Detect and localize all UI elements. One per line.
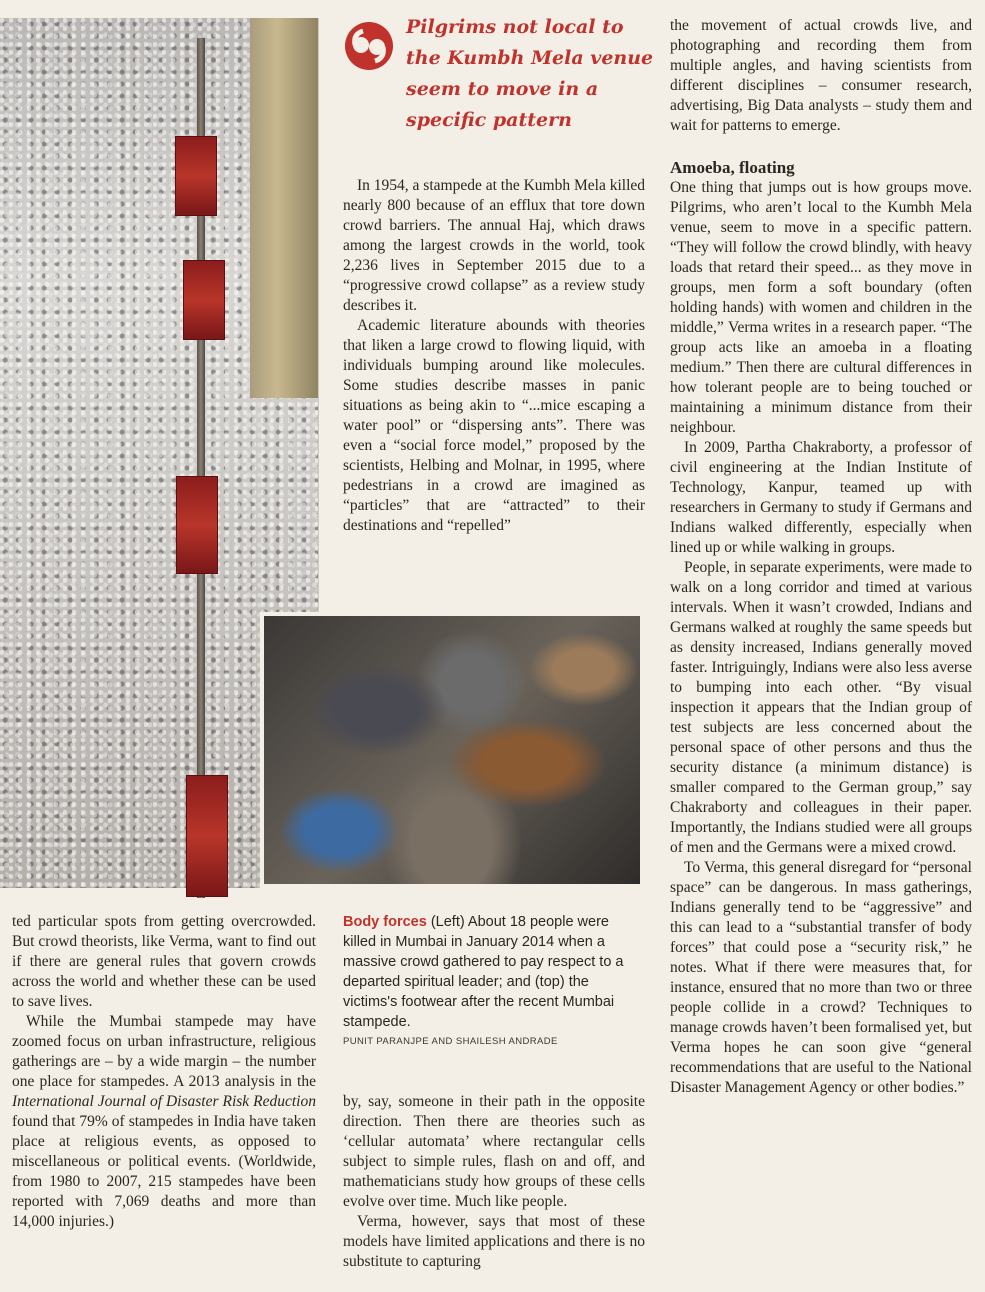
paragraph: In 1954, a stampede at the Kumbh Mela killed nearly 800 because of an efflux that tore down crowd barriers. The annual Haj, which draws among the largest crowds in the world, took 2,236 lives in September 2015 due to a “progressive crowd collapse” as a review study describes it. [343, 177, 645, 314]
paragraph: Academic literature abounds with theories that liken a large crowd to flowing liquid, with individuals bumping around like molecules. Some studies describe masses in panic situations as being akin to “...mice escaping a water pool” or “dispersing ants”. There was even a “social force model,” proposed by the scientists, Helbing and Molnar, in 1995, where pedestrians in a crowd are imagined as “particles” that are “attracted” to their destinations and “repelled” [343, 317, 645, 534]
article-column-middle-bottom [343, 1092, 645, 1272]
section-heading: Amoeba, floating [670, 158, 795, 177]
text-run: found that 79% of stampedes in India have taken place at religious events, as opposed to miscellaneous or political events. (Worldwide, from 1980 to 2007, 215 stampedes have been reported with 7,069 deaths and more than 14,000 injuries.) [12, 1113, 316, 1230]
paragraph: Verma, however, says that most of these models have limited applications and there is no substitute to capturing [343, 1213, 645, 1270]
paragraph: ted particular spots from getting overcrowded. But crowd theorists, like Verma, want to find out if there are general rules that govern crowds across the world and whether these can be used to save lives. [12, 913, 316, 1010]
article-column-right [670, 16, 972, 1098]
paragraph: One thing that jumps out is how groups move. Pilgrims, who aren’t local to the Kumbh Mela venue, seem to move in a specific pattern. “They will follow the crowd blindly, with heavy loads that retard their speed... as they move in groups, men form a soft boundary (often holding hands) with women and children in the middle,” Verma writes in a research paper. “The group acts like an amoeba in a floating medium.” Then there are cultural differences in how tolerant people are to being touched or maintaining a minimum distance from their neighbour. [670, 179, 972, 436]
banner [176, 476, 218, 574]
banner [175, 136, 217, 216]
paragraph: the movement of actual crowds live, and photographing and recording them from multiple angles, and having scientists from different disciplines – consumer research, advertising, Big Data analysts – study them and wait for patterns to emerge. [670, 17, 972, 134]
quote-icon [343, 20, 395, 72]
paragraph: People, in separate experiments, were made to walk on a long corridor and timed at various intervals. When it wasn’t crowded, Indians and Germans walked at roughly the same speeds but as density increased, Indians generally moved faster. Intriguingly, Indians were also less averse to bumping into each other. “By visual inspection it appears that the Indian group of test subjects are less concerned about the personal space of other persons and thus the security distance (a minimum distance) is smaller compared to the German group,” say Chakraborty and colleagues in their paper. Importantly, the Indians studied were all groups of men and the Germans were a mixed crowd. [670, 559, 972, 856]
paragraph [12, 1012, 316, 1232]
article-column-left-bottom [12, 912, 316, 1232]
pull-quote: Pilgrims not local to the Kumbh Mela venue seem to move in a specific pattern [406, 16, 654, 131]
journal-title: International Journal of Disaster Risk Reduction [12, 1093, 316, 1110]
photo-credit: PUNIT PARANJPE AND SHAILESH ANDRADE [343, 1036, 558, 1047]
caption-title: Body forces [343, 914, 427, 930]
paragraph: by, say, someone in their path in the opposite direction. Then there are theories such as ‘cellular automata’ where rectangular cells subject to simple rules, flash on and off, and mathematicians study how groups of these cells evolve over time. Much like people. [343, 1093, 645, 1210]
footwear-photo [260, 612, 644, 888]
banner [186, 775, 228, 897]
banner [183, 260, 225, 340]
caption-text: (Left) About 18 people were killed in Mumbai in January 2014 when a massive crowd gathered to pay respect to a departed spiritual leader; and (top) the victims's footwear after the recent Mumbai stampede. [343, 914, 624, 1030]
paragraph: In 2009, Partha Chakraborty, a professor of civil engineering at the Indian Institute of Technology, Kanpur, teamed up with researchers in Germany to study if Germans and Indians walked differently, especially when lined up or while walking in groups. [670, 439, 972, 556]
paragraph: To Verma, this general disregard for “personal space” can be dangerous. In mass gatherings, Indians generally tend to be “aggressive” and this can lead to a “substantial transfer of body forces” that could pose a “security risk,” he notes. What if there were measures that, for instance, ensured that no more than two or three people collide in a crowd? Techniques to manage crowds haven’t been formalised yet, but Verma hopes he can soon give “general recommendations that are useful to the National Disaster Management Agency or other bodies.” [670, 859, 972, 1096]
building [250, 18, 318, 398]
photo-caption [343, 912, 635, 1032]
text-run: While the Mumbai stampede may have zoomed focus on urban infrastructure, religious gatherings are – by a wide margin – the number one place for stampedes. A 2013 analysis in the [12, 1013, 316, 1090]
article-column-middle-top [343, 176, 645, 536]
